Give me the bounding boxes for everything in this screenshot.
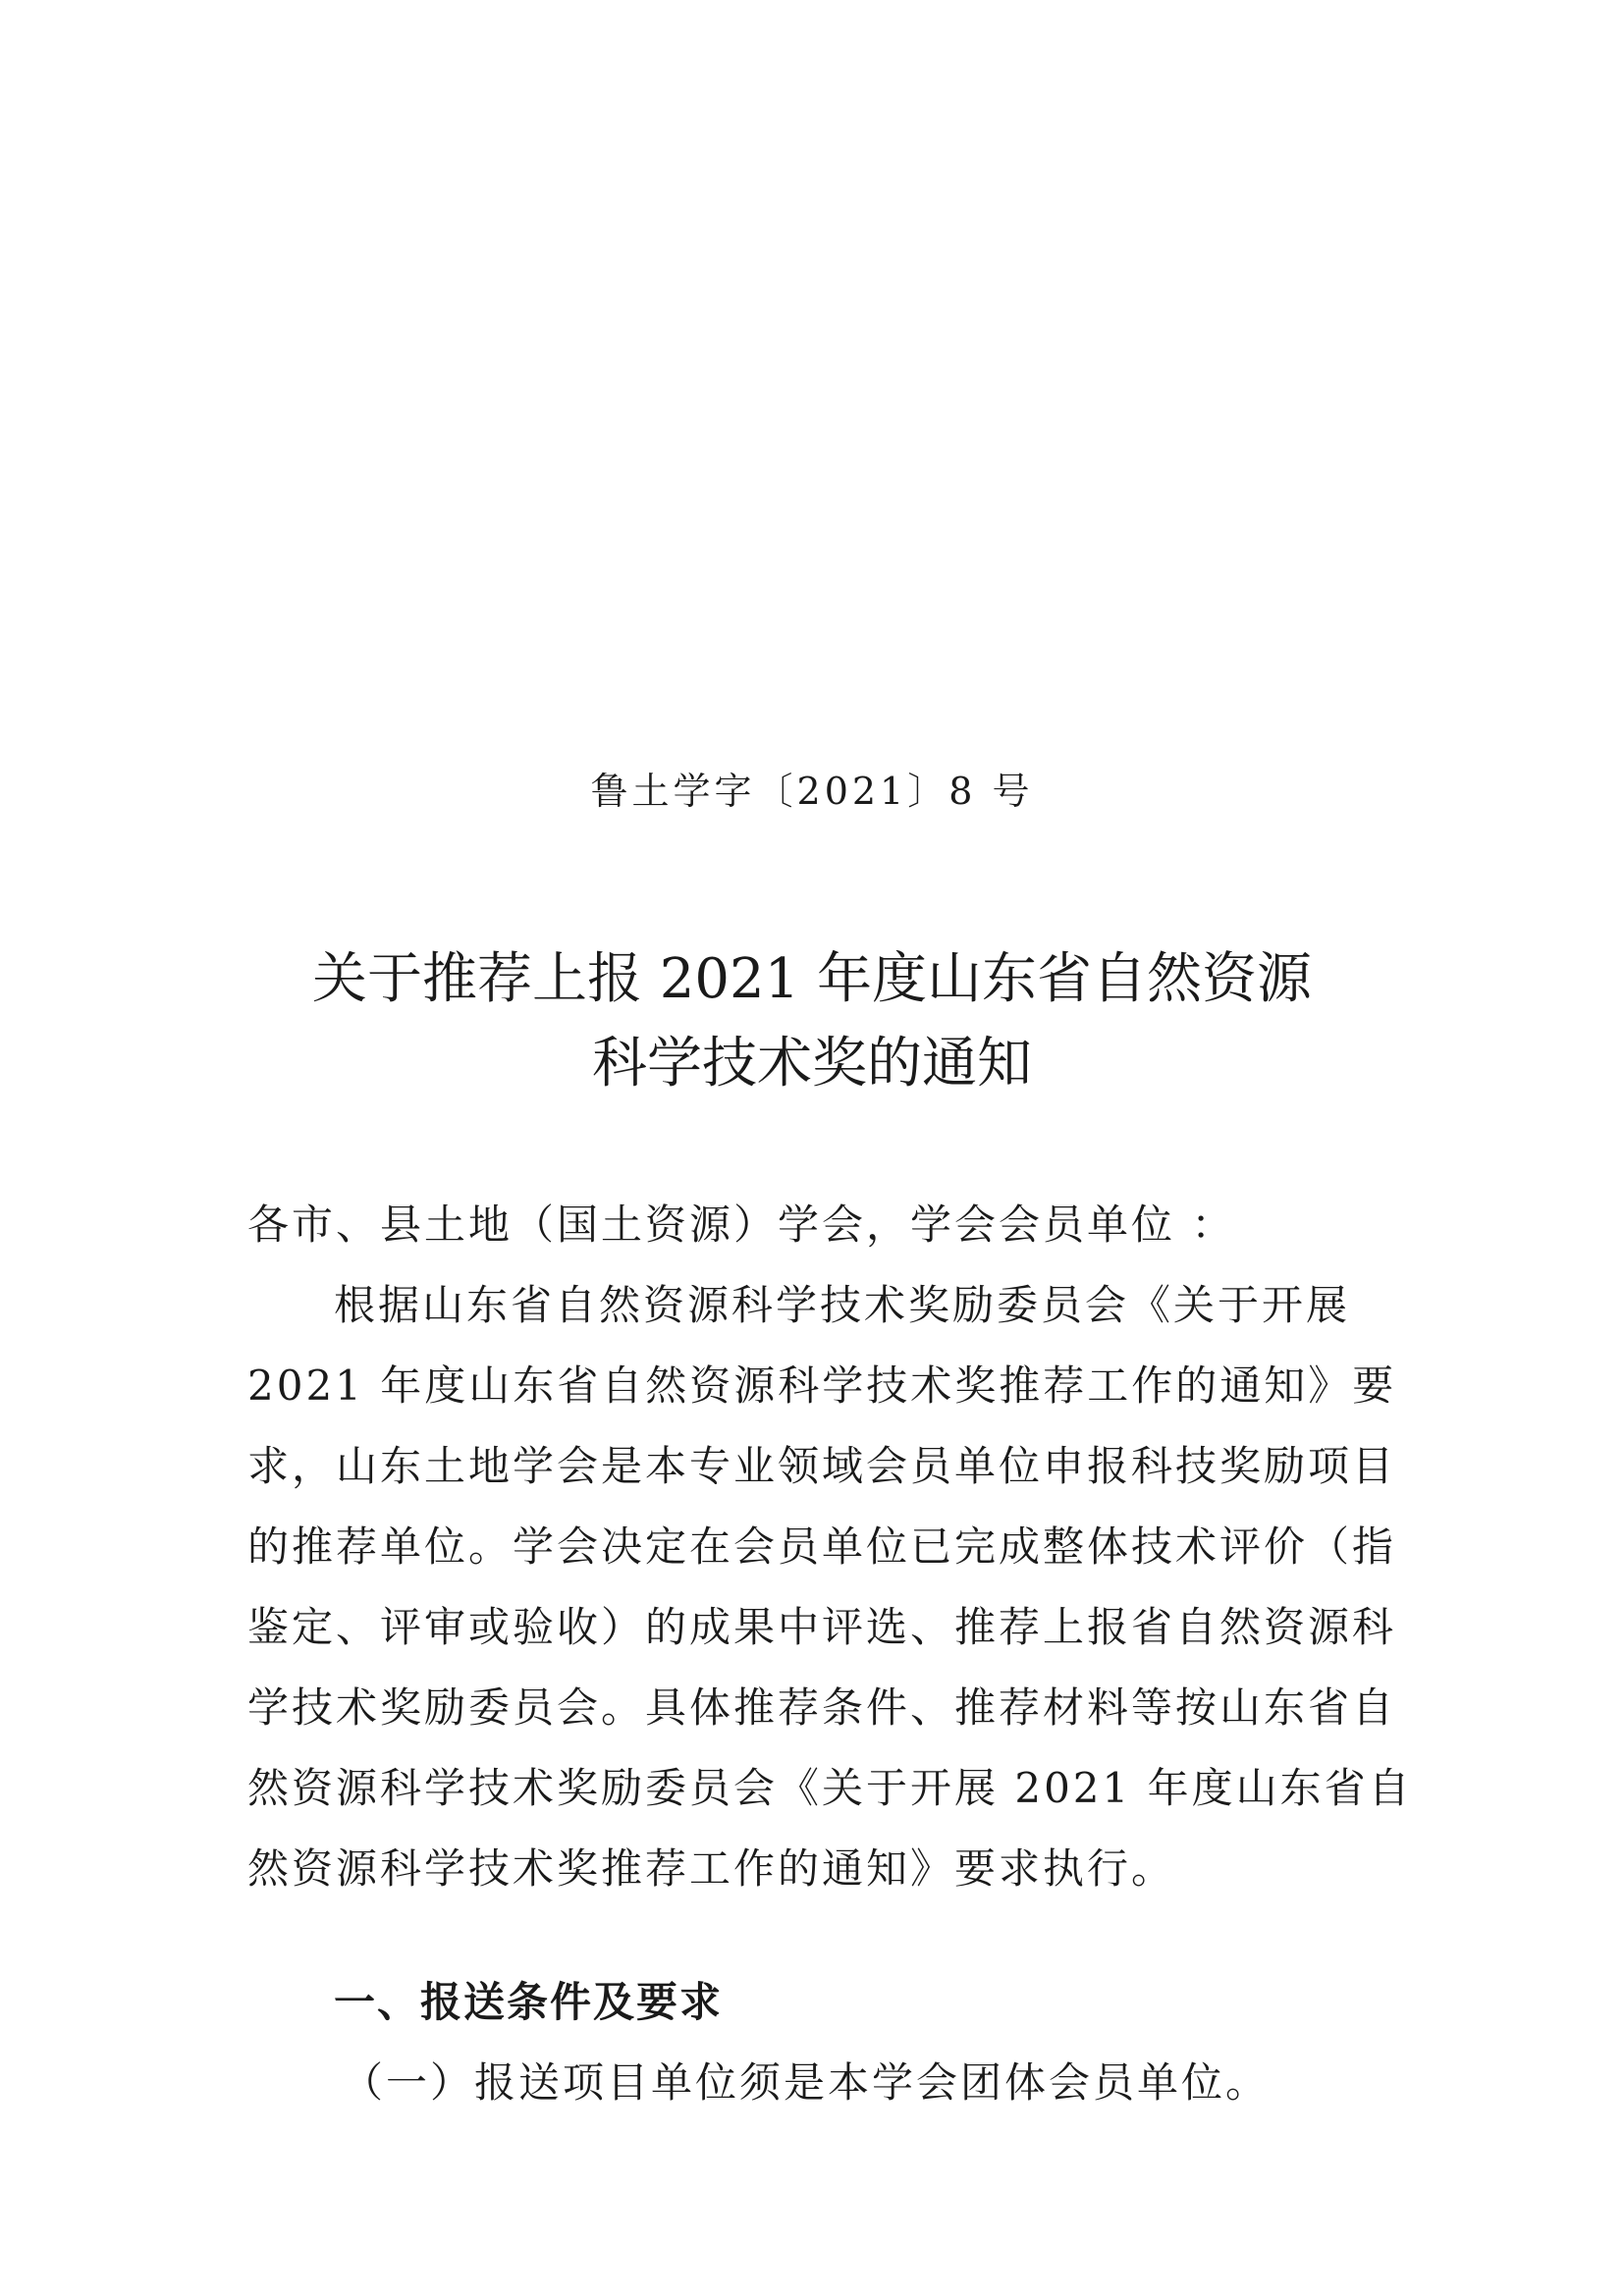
document-number: 鲁土学字〔2021〕8 号 (590, 770, 1034, 813)
document-title (0, 937, 1624, 1106)
body-line-6: 学技术奖励委员会。具体推荐条件、推荐材料等按山东省自 (247, 1683, 1397, 1732)
body-line-1: 根据山东省自然资源科学技术奖励委员会《关于开展 (334, 1281, 1351, 1329)
title-line-2: 科学技术奖的通知 (592, 1032, 1032, 1095)
section-heading: 一、报送条件及要求 (334, 1978, 724, 2026)
body-line-5: 鉴定、评审或验收）的成果中评选、推荐上报省自然资源科 (247, 1603, 1397, 1651)
body-line-4: 的推荐单位。学会决定在会员单位已完成整体技术评价（指 (247, 1522, 1397, 1571)
body-line-3: 求，山东土地学会是本专业领域会员单位申报科技奖励项目 (247, 1442, 1397, 1490)
salutation: 各市、县土地（国土资源）学会，学会会员单位 ： (247, 1201, 1236, 1249)
list-item: （一）报送项目单位须是本学会团体会员单位。 (342, 2058, 1271, 2107)
body-line-8: 然资源科学技术奖推荐工作的通知》要求执行。 (247, 1844, 1176, 1893)
title-line-1: 关于推荐上报 2021 年度山东省自然资源 (311, 947, 1313, 1011)
body-line-2: 2021 年度山东省自然资源科学技术奖推荐工作的通知》要 (247, 1362, 1397, 1410)
body-line-7: 然资源科学技术奖励委员会《关于开展 2021 年度山东省自 (247, 1764, 1413, 1812)
